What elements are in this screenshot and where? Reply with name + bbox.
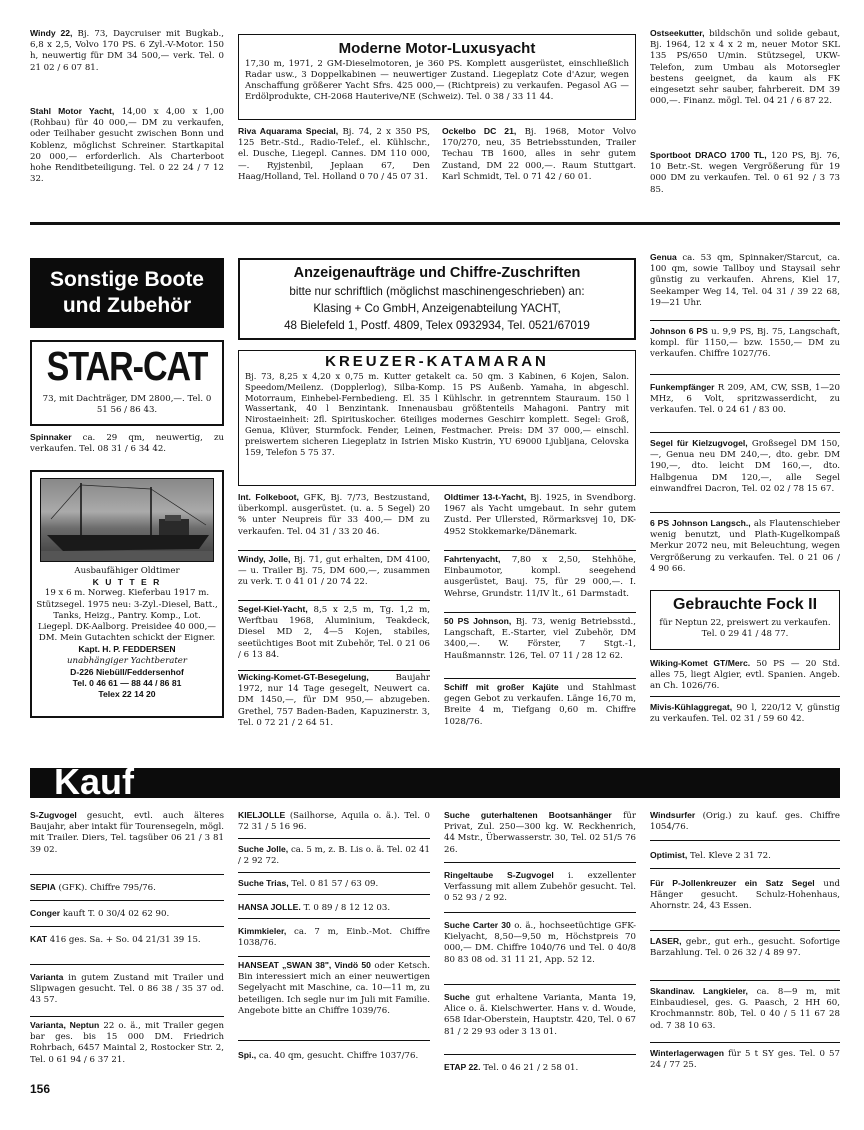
ad-telex: Telex 22 14 20 [98, 689, 156, 700]
classified-ad: Oldtimer 13-t-Yacht, Bj. 1925, in Svendborg. 1967 als Yacht umgebaut. In sehr gutem Zustd. Per Ullersted, Rörmarksvej 10, DK-4952 Stokkemarke/Dänemark. [444, 492, 636, 537]
classified-ad: HANSEAT „SWAN 38", Vindö 50 oder Ketsch. Bin interessiert mich an einer neuwertigen Segelyacht mit Maschine, ca. 10—11 m, zu beteiligen. Ich segle nur im Juli mit Familie. Angebote bitte an Chiffre 1039/76. [238, 960, 430, 1016]
ad-divider [30, 1016, 224, 1017]
ad-divider [650, 696, 840, 697]
ad-divider [650, 930, 840, 931]
ad-divider [238, 550, 430, 551]
ad-divider [444, 550, 636, 551]
ad-divider [444, 862, 636, 863]
ad-divider [444, 1054, 636, 1055]
classified-ad: LASER, gebr., gut erh., gesucht. Sofortige Barzahlung. Tel. 0 26 32 / 4 89 97. [650, 936, 840, 959]
section-divider [30, 222, 840, 225]
ad-text: für Neptun 22, preiswert zu verkaufen. Tel. 0 29 41 / 48 77. [659, 618, 831, 639]
classified-ad: 6 PS Johnson Langsch., als Flautenschieber wenig benutzt, und Plath-Kugelkompaß Merkur 2072 neu, mit Beleuchtung, wegen Vergrößerung zu verkaufen. Tel. 0 21 06 / 4 90 66. [650, 518, 840, 574]
ad-divider [650, 512, 840, 513]
ad-divider [444, 912, 636, 913]
section-header-kauf [30, 761, 840, 802]
classified-ad: Suche gut erhaltene Varianta, Manta 19, Alice o. ä. Kielschwerter. Hans v. d. Woude, 658 Idar-Oberstein, Hauptstr. 420, Tel. 0 67 81 / 2 29 93 oder 3 13 01. [444, 992, 636, 1037]
ad-divider [30, 926, 224, 927]
ad-divider [444, 678, 636, 679]
gebrauchte-fock-ad [650, 590, 840, 650]
ad-title: Moderne Motor-Luxusyacht [338, 40, 536, 57]
ad-pre: Ausbaufähiger Oldtimer [74, 566, 180, 576]
ad-divider [30, 900, 224, 901]
ad-divider [650, 1042, 840, 1043]
ad-divider [444, 984, 636, 985]
classified-ad: Skandinav. Langkieler, ca. 8—9 m, mit Einbaudiesel, ges. G. Paasch, 2 HH 60, Krochmannstr. 80b, Tel. 0 40 / 5 11 67 28 od. 7 38 10 63. [650, 986, 840, 1031]
ad-divider [238, 918, 430, 919]
classified-ad: Windsurfer (Orig.) zu kauf. ges. Chiffre 1054/76. [650, 810, 840, 833]
classified-ad: KIELJOLLE (Sailhorse, Aquila o. ä.). Tel. 0 72 31 / 5 16 96. [238, 810, 430, 833]
ad-divider [444, 612, 636, 613]
classified-ad: Segel für Kielzugvogel, Großsegel DM 150,—, Genua neu DM 240,—, dto. gebr. DM 190,—, dto. leicht DM 160,—, dto. Halbgenua DM 120,—, alle Segel einwandfrei Dacron, Tel. 02 02 / 78 15 67. [650, 438, 840, 494]
classified-ad: Windy, Jolle, Bj. 71, gut erhalten, DM 4100,— u. Trailer Bj. 75, DM 600,—, zusammen zu verk. T. 0 41 01 / 20 74 22. [238, 554, 430, 588]
kutter-ad [30, 470, 224, 718]
classified-ad: Sportboot DRACO 1700 TL, 120 PS, Bj. 76, 10 Betr.-St. wegen Vergrößerung für 19 000 DM zu verkaufen. Tel. 0 61 92 / 3 73 85. [650, 150, 840, 195]
boat-illustration [41, 479, 214, 562]
classified-ad: Varianta, Neptun 22 o. ä., mit Trailer gegen bar ges. bis 15 000 DM. Friedrich Rohrbach, 6457 Maintal 2, Rostocker Str. 2, Tel. 0 61 94 / 6 37 21. [30, 1020, 224, 1065]
classified-ad: Wicking-Komet-GT-Besegelung, Baujahr 1972, nur 14 Tage gesegelt, Neuwert ca. DM 1450,—, für DM 950,— abzugeben. Grethel, 757 Baden-Baden, Kapuzinerstr. 3, Tel. 0 72 21 / 2 64 51. [238, 672, 430, 728]
ad-text: Bj. 73, 8,25 x 4,20 x 0,75 m. Kutter getakelt ca. 50 qm. 3 Kabinen, 6 Kojen, Salon. Speedom/Meilenz. (Dopplerlog), Silba-Komp. 15 PS Außenb. Yamaha, in abgeschl. Motorraum, Einhebel-Fernbedieng. El. 35 l Kühlschr. in getrenntem Stauraum. 150 l Wassertank, 40 l Benzintank. Innenausbau größtenteils Mahagoni. Pantry mit Nirostaeinheit: 2fl. Spirituskocher. 6teiliges modernes Geschirr komplett. Segel: Groß, Genua, Klüver, Sturmfock. Fender, Leinen, Festmacher. Preis: DM 37 000,— einschl. preiswertem sicheren Liegeplatz in Istrien Misko Kustrin, YU 69000 Ljubljana, Celovska 159, Telefon 5 75 37. [245, 371, 629, 457]
ad-divider [238, 872, 430, 873]
classified-ad: KAT 416 ges. Sa. + So. 04 21/31 39 15. [30, 934, 201, 945]
classified-ad: HANSA JOLLE. T. 0 89 / 8 12 12 03. [238, 902, 391, 913]
section-header-text: Sonstige Boote und Zubehör [49, 268, 204, 317]
ad-contact-sub: unabhängiger Yachtberater [67, 655, 187, 666]
classified-ad: Winterlagerwagen für 5 t SY ges. Tel. 0 57 24 / 77 25. [650, 1048, 840, 1071]
kutter-photo [40, 478, 214, 562]
ad-divider [650, 980, 840, 981]
ad-divider [238, 838, 430, 839]
box-line: Klasing + Co GmbH, Anzeigenabteilung YACHT, [313, 302, 561, 315]
classified-ad: SEPIA (GFK). Chiffre 795/76. [30, 882, 156, 893]
classified-ad: ETAP 22. Tel. 0 46 21 / 2 58 01. [444, 1062, 579, 1073]
section-header-text: Kauf [54, 761, 134, 802]
ad-text: 19 x 6 m. Norweg. Kieferbau 1917 m. Stützsegel. 1975 neu: 3-Zyl.-Diesel, Batt., Tanks, Heizg., Pantry. Komp., Lot. Liegepl. DK-Aalborg. Preisidee 40 000,— DM. Mein Gutachten schickt der Eigner. [36, 588, 218, 644]
kutter-text-block [36, 566, 218, 700]
anzeigenauftraege-box [238, 258, 636, 340]
ad-divider [650, 840, 840, 841]
classified-ad: Spi., ca. 40 qm, gesucht. Chiffre 1037/76. [238, 1050, 419, 1061]
star-cat-logo: STAR-CAT [46, 344, 208, 390]
classified-ad: Stahl Motor Yacht, 14,00 x 4,00 x 1,00 (Rohbau) für 40 000,— DM zu verkaufen, oder Teilhaber gesucht zwischen Bonn und Koblenz, möglichst Schreiner. Startkapital 20 000,— erforderlich. Als Charterboot hohe Renditbeteiligung. Tel. 0 22 24 / 7 12 32. [30, 106, 224, 185]
ad-divider [238, 670, 430, 671]
ad-address: D-226 Niebüll/Feddersenhof [70, 666, 184, 677]
classified-ad: Suche Jolle, ca. 5 m, z. B. Lis o. ä. Tel. 02 41 / 2 92 72. [238, 844, 430, 867]
classified-ad: Johnson 6 PS u. 9,9 PS, Bj. 75, Langschaft, kompl. für 1150,— bzw. 1550,— DM zu verkaufen. Chiffre 1027/76. [650, 326, 840, 360]
classified-ad: Int. Folkeboot, GFK, Bj. 7/73, Bestzustand, überkompl. ausgerüstet. (u. a. 5 Segel) 20 % unter Neupreis für 33 400,— DM zu verkaufen. Tel. 04 31 / 33 20 46. [238, 492, 430, 537]
box-title: Anzeigenaufträge und Chiffre-Zuschriften [293, 265, 581, 281]
classified-ad: Genua ca. 53 qm, Spinnaker/Starcut, ca. 100 qm, sowie Tallboy und Staysail sehr günstig zu verkaufen. Ahrens, Kiel 17, Seekamper Weg 14, Tel. 04 31 / 39 22 68, 19—21 Uhr. [650, 252, 840, 308]
ad-divider [238, 1040, 430, 1041]
classified-ad: Suche Carter 30 o. ä., hochseetüchtige GFK-Kielyacht, 8,50—9,50 m, Höchstpreis 70 000,— DM. Chiffre 1040/76 und Tel. 0 40/8 80 83 08 od. 31 11 21, App. 52 12. [444, 920, 636, 965]
classified-ad: Funkempfänger R 209, AM, CW, SSB, 1—20 MHz, 6 Volt, spritzwasserdicht, zu verkaufen. Tel. 0 24 61 / 83 00. [650, 382, 840, 416]
classified-ad: Suche Trias, Tel. 0 81 57 / 63 09. [238, 878, 379, 889]
section-header-sonstige-boote [30, 258, 224, 328]
classified-ad: Wiking-Komet GT/Merc. 50 PS — 20 Std. alles 75, liegt Algier, evtl. Spanien. Angeb. an Ch. 1026/76. [650, 658, 840, 692]
ad-divider [650, 374, 840, 375]
kreuzer-katamaran-ad [238, 350, 636, 486]
classified-ad: Kimmkieler, ca. 7 m, Einb.-Mot. Chiffre 1038/76. [238, 926, 430, 949]
box-line: 48 Bielefeld 1, Postf. 4809, Telex 0932934, Tel. 0521/67019 [284, 319, 590, 332]
ad-title: KREUZER-KATAMARAN [325, 353, 549, 370]
ad-contact-name: Kapt. H. P. FEDDERSEN [78, 644, 176, 655]
moderne-motor-luxusyacht-ad [238, 34, 636, 120]
ad-tel: Tel. 0 46 61 — 88 44 / 86 81 [72, 678, 182, 689]
classified-ad: Schiff mit großer Kajüte und Stahlmast gegen Gebot zu verkaufen. Länge 16,70 m, Breite 4 m, Tiefgang 0,60 m. Chiffre 1028/76. [444, 682, 636, 727]
ad-text: 17,30 m, 1971, 2 GM-Dieselmotoren, je 360 PS. Komplett ausgerüstet, einschließlich Radar usw., 3 Doppelkabinen — neuwertiger Zustand. Liegeplatz Cote d'Azur, wegen Anschaffung größerer Yacht Sfrs. 425 000,— (Richtpreis) zu verkaufen. Pegasol AG — Erdölprodukte, CH-2068 Hauterive/NE (Schweiz). Tel. 0 38 / 33 11 44. [245, 59, 629, 102]
classified-ad: Windy 22, Bj. 73, Daycruiser mit Bugkab., 6,8 x 2,5, Volvo 170 PS. 6 Zyl.-V-Motor. 150 h, neuwertig für DM 34 500,— verk. Tel. 0 21 02 / 6 07 81. [30, 28, 224, 73]
ad-title: Gebrauchte Fock II [672, 596, 818, 613]
ad-divider [650, 868, 840, 869]
ad-divider [238, 894, 430, 895]
classified-ad: Ostseekutter, bildschön und solide gebaut, Bj. 1964, 12 x 4 x 2 m, neuer Motor SKL 135 PS/650 U/min. Stützsegel, UKW-Telefon, zum Umbau als Motorsegler bestens geeignet, da kaum als FK eingesetzt sehr sauber, fahrbereit. DM 39 000,—. Finanz. mögl. Tel. 04 21 / 6 87 22. [650, 28, 840, 107]
classified-ad: Fahrtenyacht, 7,80 x 2,50, Stehhöhe, Einbaumotor, kompl. seegehend ausgerüstet, Bauj. 75, für 29 000,—. I. Wehrse, Grundstr. 11/IV lt., 61 Darmstadt. [444, 554, 636, 599]
classified-ad: Riva Aquarama Special, Bj. 74, 2 x 350 PS, 125 Betr.-Std., Radio-Telef., el. Kühlschr., el. Dusche, Liegepl. Cannes. DM 110 000,—. Ryjstenbil, Jeplaan 67, Den Haag/Holland, Tel. Holland 0 70 / 45 07 31. [238, 126, 430, 182]
classified-ad: Varianta in gutem Zustand mit Trailer und Slipwagen gesucht. Tel. 0 86 38 / 35 37 od. 43 57. [30, 972, 224, 1006]
classified-ad: Segel-Kiel-Yacht, 8,5 x 2,5 m, Tg. 1,2 m, Werftbau 1968, Aluminium, Teakdeck, Diesel MD 2, 4—5 Kojen, stabiles, seetüchtiges Boot mit Zubehör, Tel. 0 21 06 / 6 13 84. [238, 604, 430, 660]
ad-title: K U T T E R [92, 577, 162, 588]
classified-ad: Ockelbo DC 21, Bj. 1968, Motor Volvo 170/270, neu, 35 Betriebsstunden, Trailer Techau TB 1600, alles in sehr gutem Zustand, DM 22 000,—. Raum Stuttgart. Karl Schmidt, Tel. 0 71 42 / 60 01. [442, 126, 636, 182]
ad-divider [238, 600, 430, 601]
classified-ad: Für P-Jollenkreuzer ein Satz Segel und Hänger gesucht. Schulz-Hohenhaus, Ahornstr. 24, 43 Essen. [650, 878, 840, 912]
ad-text: 73, mit Dachträger, DM 2800,—. Tel. 0 51 56 / 86 43. [42, 394, 212, 415]
ad-divider [30, 874, 224, 875]
classified-ad: Ringeltaube S-Zugvogel i. exzellenter Verfassung mit allem Zubehör gesucht. Tel. 0 52 93 / 2 92. [444, 870, 636, 904]
box-line: bitte nur schriftlich (möglichst maschinengeschrieben) an: [289, 285, 585, 298]
page-number: 156 [30, 1082, 51, 1096]
ad-divider [238, 956, 430, 957]
ad-divider [30, 964, 224, 965]
classified-ad: Conger kauft T. 0 30/4 02 62 90. [30, 908, 170, 919]
classified-ad: S-Zugvogel gesucht, evtl. auch älteres Baujahr, aber intakt für Tourensegeln, mögl. mit Trailer. Diers, Tel. tagsüber 06 21 / 3 81 39 02. [30, 810, 224, 855]
classified-ad: Suche guterhaltenen Bootsanhänger für Privat, Zul. 250—300 kg. W. Reckhenrich, 44 Mstr., Überwasserstr. 30, Tel. 02 51/5 76 26. [444, 810, 636, 855]
ad-divider [650, 432, 840, 433]
ad-divider [650, 320, 840, 321]
classified-ad: Mivis-Kühlaggregat, 90 l, 220/12 V, günstig zu verkaufen. Tel. 02 31 / 59 60 42. [650, 702, 840, 725]
classified-ad: 50 PS Johnson, Bj. 73, wenig Betriebsstd., Langschaft, E.-Starter, viel Zubehör, DM 3400,—. W. Förster, 7 Stgt.-1, Haußmannstr. 126, Tel. 07 11 / 28 12 62. [444, 616, 636, 661]
classified-ad: Spinnaker ca. 29 qm, neuwertig, zu verkaufen. Tel. 08 31 / 6 34 42. [30, 432, 224, 455]
classified-ad: Optimist, Tel. Kleve 2 31 72. [650, 850, 771, 861]
star-cat-ad [30, 340, 224, 426]
